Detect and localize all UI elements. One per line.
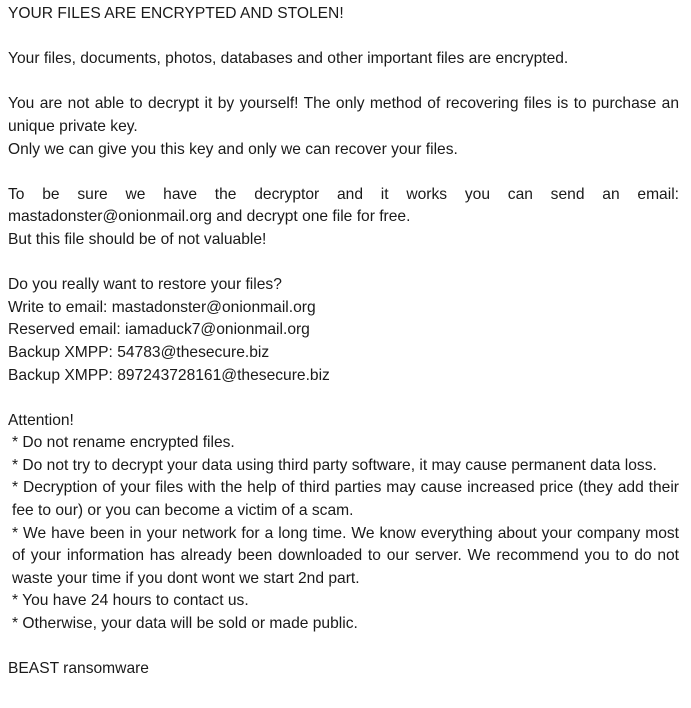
contact-reserved-email: Reserved email: iamaduck7@onionmail.org bbox=[8, 321, 310, 339]
spacer bbox=[8, 387, 679, 410]
contact-xmpp-1: Backup XMPP: 54783@thesecure.biz bbox=[8, 343, 270, 361]
contact-question: Do you really want to restore your files? bbox=[8, 276, 282, 294]
attention-heading: Attention! bbox=[8, 411, 74, 429]
note-title: YOUR FILES ARE ENCRYPTED AND STOLEN! bbox=[8, 5, 344, 22]
contact-email: Write to email: mastadonster@onionmail.org bbox=[8, 298, 316, 316]
contact-xmpp-2: Backup XMPP: 897243728161@thesecure.biz bbox=[8, 366, 330, 384]
attention-item: * Decryption of your files with the help of third parties may cause increased price (they add their fee to our) or you can become a victim of a scam. bbox=[12, 479, 679, 520]
proof-text: To be sure we have the decryptor and it works you can send an email: mastadonster@onionmail.org and decrypt one file for free. bbox=[8, 185, 679, 226]
attention-item: * Otherwise, your data will be sold or made public. bbox=[12, 615, 358, 633]
spacer bbox=[8, 71, 679, 94]
spacer bbox=[8, 252, 679, 275]
spacer bbox=[8, 636, 679, 659]
spacer bbox=[8, 26, 679, 49]
attention-item: * Do not rename encrypted files. bbox=[12, 434, 235, 452]
spacer bbox=[8, 161, 679, 184]
no-self-decrypt-text: You are not able to decrypt it by yourself! The only method of recovering files is to purchase an unique private key. bbox=[8, 95, 679, 135]
intro-text: Your files, documents, photos, databases and other important files are encrypted. bbox=[8, 50, 569, 68]
attention-item: * You have 24 hours to contact us. bbox=[12, 592, 249, 610]
proof-note: But this file should be of not valuable! bbox=[8, 230, 267, 248]
attention-item: * Do not try to decrypt your data using third party software, it may cause permanent data loss. bbox=[12, 456, 657, 474]
only-we-text: Only we can give you this key and only we can recover your files. bbox=[8, 140, 458, 158]
attention-item: * We have been in your network for a long time. We know everything about your company most of your information has already been downloaded to our server. We recommend you to do not waste your time if you dont wont we start 2nd part. bbox=[12, 524, 679, 587]
signature: BEAST ransomware bbox=[8, 660, 149, 678]
